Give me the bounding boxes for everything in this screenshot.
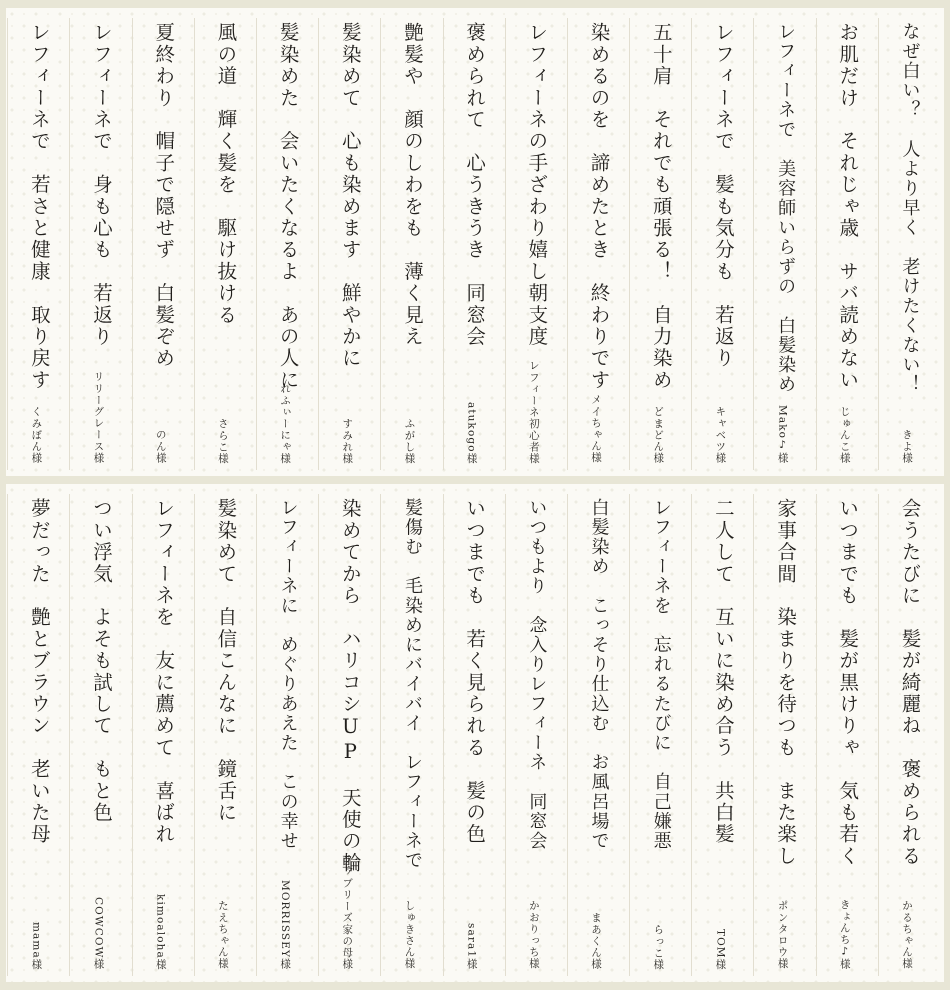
senryu-text: 風の道 輝く髪を 駆け抜ける [214, 22, 238, 326]
senryu-author: sara1様 [465, 923, 478, 970]
senryu-column [505, 18, 567, 470]
panel-top-columns [6, 8, 944, 476]
senryu-author: すみれ様 [341, 417, 354, 464]
senryu-text: 艶髪や 顔のしわをも 薄く見え [400, 22, 424, 348]
senryu-text: レフィーネに めぐりあえた この幸せ [277, 498, 299, 851]
senryu-text: 夢だった 艶とブラウン 老いた母 [27, 498, 51, 846]
senryu-text: お肌だけ それじゃ歳 サバ読めない [836, 22, 860, 391]
senryu-text: レフィーネを 忘れるたびに 自己嫌悪 [650, 498, 672, 851]
senryu-text: 家事合間 染まりを待つも また楽し [774, 498, 798, 867]
senryu-column [816, 18, 878, 470]
senryu-author: きょんち♪様 [838, 898, 851, 970]
senryu-text: 夏終わり 帽子で隠せず 白髪ぞめ [152, 22, 176, 370]
senryu-column [878, 494, 940, 976]
senryu-author: さらこ様 [216, 417, 229, 464]
senryu-author: くみぼん様 [30, 406, 43, 464]
senryu-column [753, 18, 815, 470]
senryu-author: レフィーネ初心者様 [527, 359, 540, 464]
senryu-column [194, 18, 256, 470]
senryu-column [691, 494, 753, 976]
senryu-column [816, 494, 878, 976]
panel-top [6, 8, 944, 476]
senryu-column [256, 494, 318, 976]
senryu-column [69, 18, 131, 470]
senryu-column [567, 494, 629, 976]
senryu-text: 染めてから ハリコシUP 天使の輪 [338, 498, 362, 874]
senryu-text: 髪染めて 自信こんなに 鏡舌に [214, 498, 238, 824]
senryu-column [691, 18, 753, 470]
senryu-column [7, 494, 69, 976]
senryu-column [443, 494, 505, 976]
senryu-text: レフィーネで 若さと健康 取り戻す [27, 22, 51, 391]
senryu-author: じゅんこ様 [838, 406, 851, 464]
senryu-author: どまどん様 [652, 406, 665, 464]
senryu-text: 白髪染め こっそり仕込む お風呂場で [588, 498, 610, 851]
senryu-text: 染めるのを 諦めたとき 終わりです [587, 22, 611, 391]
panel-bottom [6, 484, 944, 982]
senryu-author: ポンタロウ様 [776, 900, 789, 970]
senryu-column [567, 18, 629, 470]
senryu-author: atukogo様 [465, 401, 478, 464]
senryu-author: Mako♪様 [776, 405, 789, 464]
senryu-author: らっこ様 [652, 923, 665, 970]
senryu-author: キャベツ様 [714, 406, 727, 464]
senryu-text: レフィーネで 身も心も 若返り [90, 22, 114, 348]
senryu-text: レフィーネで 髪も気分も 若返り [711, 22, 735, 370]
senryu-column [69, 494, 131, 976]
senryu-author: MORRISSEY様 [279, 880, 292, 970]
senryu-author: のん様 [154, 429, 167, 464]
senryu-column [318, 18, 380, 470]
senryu-author: リリーグレース様 [92, 371, 105, 464]
senryu-text: 会うたびに 髪が綺麗ね 褒められる [898, 498, 922, 867]
senryu-column [132, 494, 194, 976]
senryu-column [7, 18, 69, 470]
senryu-column [629, 18, 691, 470]
senryu-column [0, 18, 7, 470]
senryu-column [753, 494, 815, 976]
senryu-text: 褒められて 心うきうき 同窓会 [463, 22, 487, 348]
senryu-author: たえちゃん様 [216, 900, 229, 970]
senryu-author: ふがし様 [403, 417, 416, 464]
senryu-text: 五十肩 それでも頑張る！ 自力染め [649, 22, 673, 391]
senryu-text: いつもより 念入りレフィーネ 同窓会 [526, 498, 548, 851]
panel-bottom-columns [6, 484, 944, 982]
senryu-text: つい浮気 よそも試して もと色 [90, 498, 114, 824]
senryu-author: きよ様 [900, 429, 913, 464]
senryu-author: ファブリーズ家の母様 [341, 854, 354, 970]
senryu-column [194, 494, 256, 976]
senryu-author: かるちゃん様 [900, 900, 913, 970]
senryu-column [505, 494, 567, 976]
senryu-column [380, 18, 442, 470]
senryu-text: レフィーネの手ざわり嬉し朝支度 [525, 22, 549, 348]
senryu-column [878, 18, 940, 470]
senryu-column [0, 494, 7, 976]
senryu-author: kimoaloha様 [154, 893, 167, 970]
senryu-column [318, 494, 380, 976]
senryu-column [380, 494, 442, 976]
senryu-text: 二人して 互いに染め合う 共白髪 [711, 498, 735, 846]
senryu-column [629, 494, 691, 976]
senryu-author: かおりっち様 [527, 900, 540, 970]
senryu-text: なぜ白い？ 人より早く 老けたくない！ [899, 22, 921, 395]
senryu-column [132, 18, 194, 470]
senryu-author: COWCOW様 [92, 896, 105, 970]
senryu-text: 髪傷む 毛染めにバイバイ レフィーネで [401, 498, 423, 871]
senryu-column [256, 18, 318, 470]
senryu-text: レフィーネを 友に薦めて 喜ばれ [152, 498, 176, 846]
senryu-text: 髪染めて 心も染めます 鮮やかに [338, 22, 362, 370]
senryu-author: メイちゃん様 [590, 394, 603, 464]
senryu-author: mama様 [30, 921, 43, 970]
senryu-author: まあくん様 [590, 912, 603, 970]
senryu-author: れふぃーにゃ様 [279, 382, 292, 464]
senryu-author: TOM様 [714, 928, 727, 970]
senryu-text: いつまでも 若く見られる 髪の色 [463, 498, 487, 846]
senryu-text: 髪染めた 会いたくなるよ あの人に [276, 22, 300, 391]
senryu-author: しゅきさん様 [403, 900, 416, 970]
senryu-column [443, 18, 505, 470]
senryu-text: いつまでも 髪が黒けりゃ 気も若く [836, 498, 860, 867]
senryu-text: レフィーネで 美容師いらずの 白髪染め [775, 22, 797, 395]
